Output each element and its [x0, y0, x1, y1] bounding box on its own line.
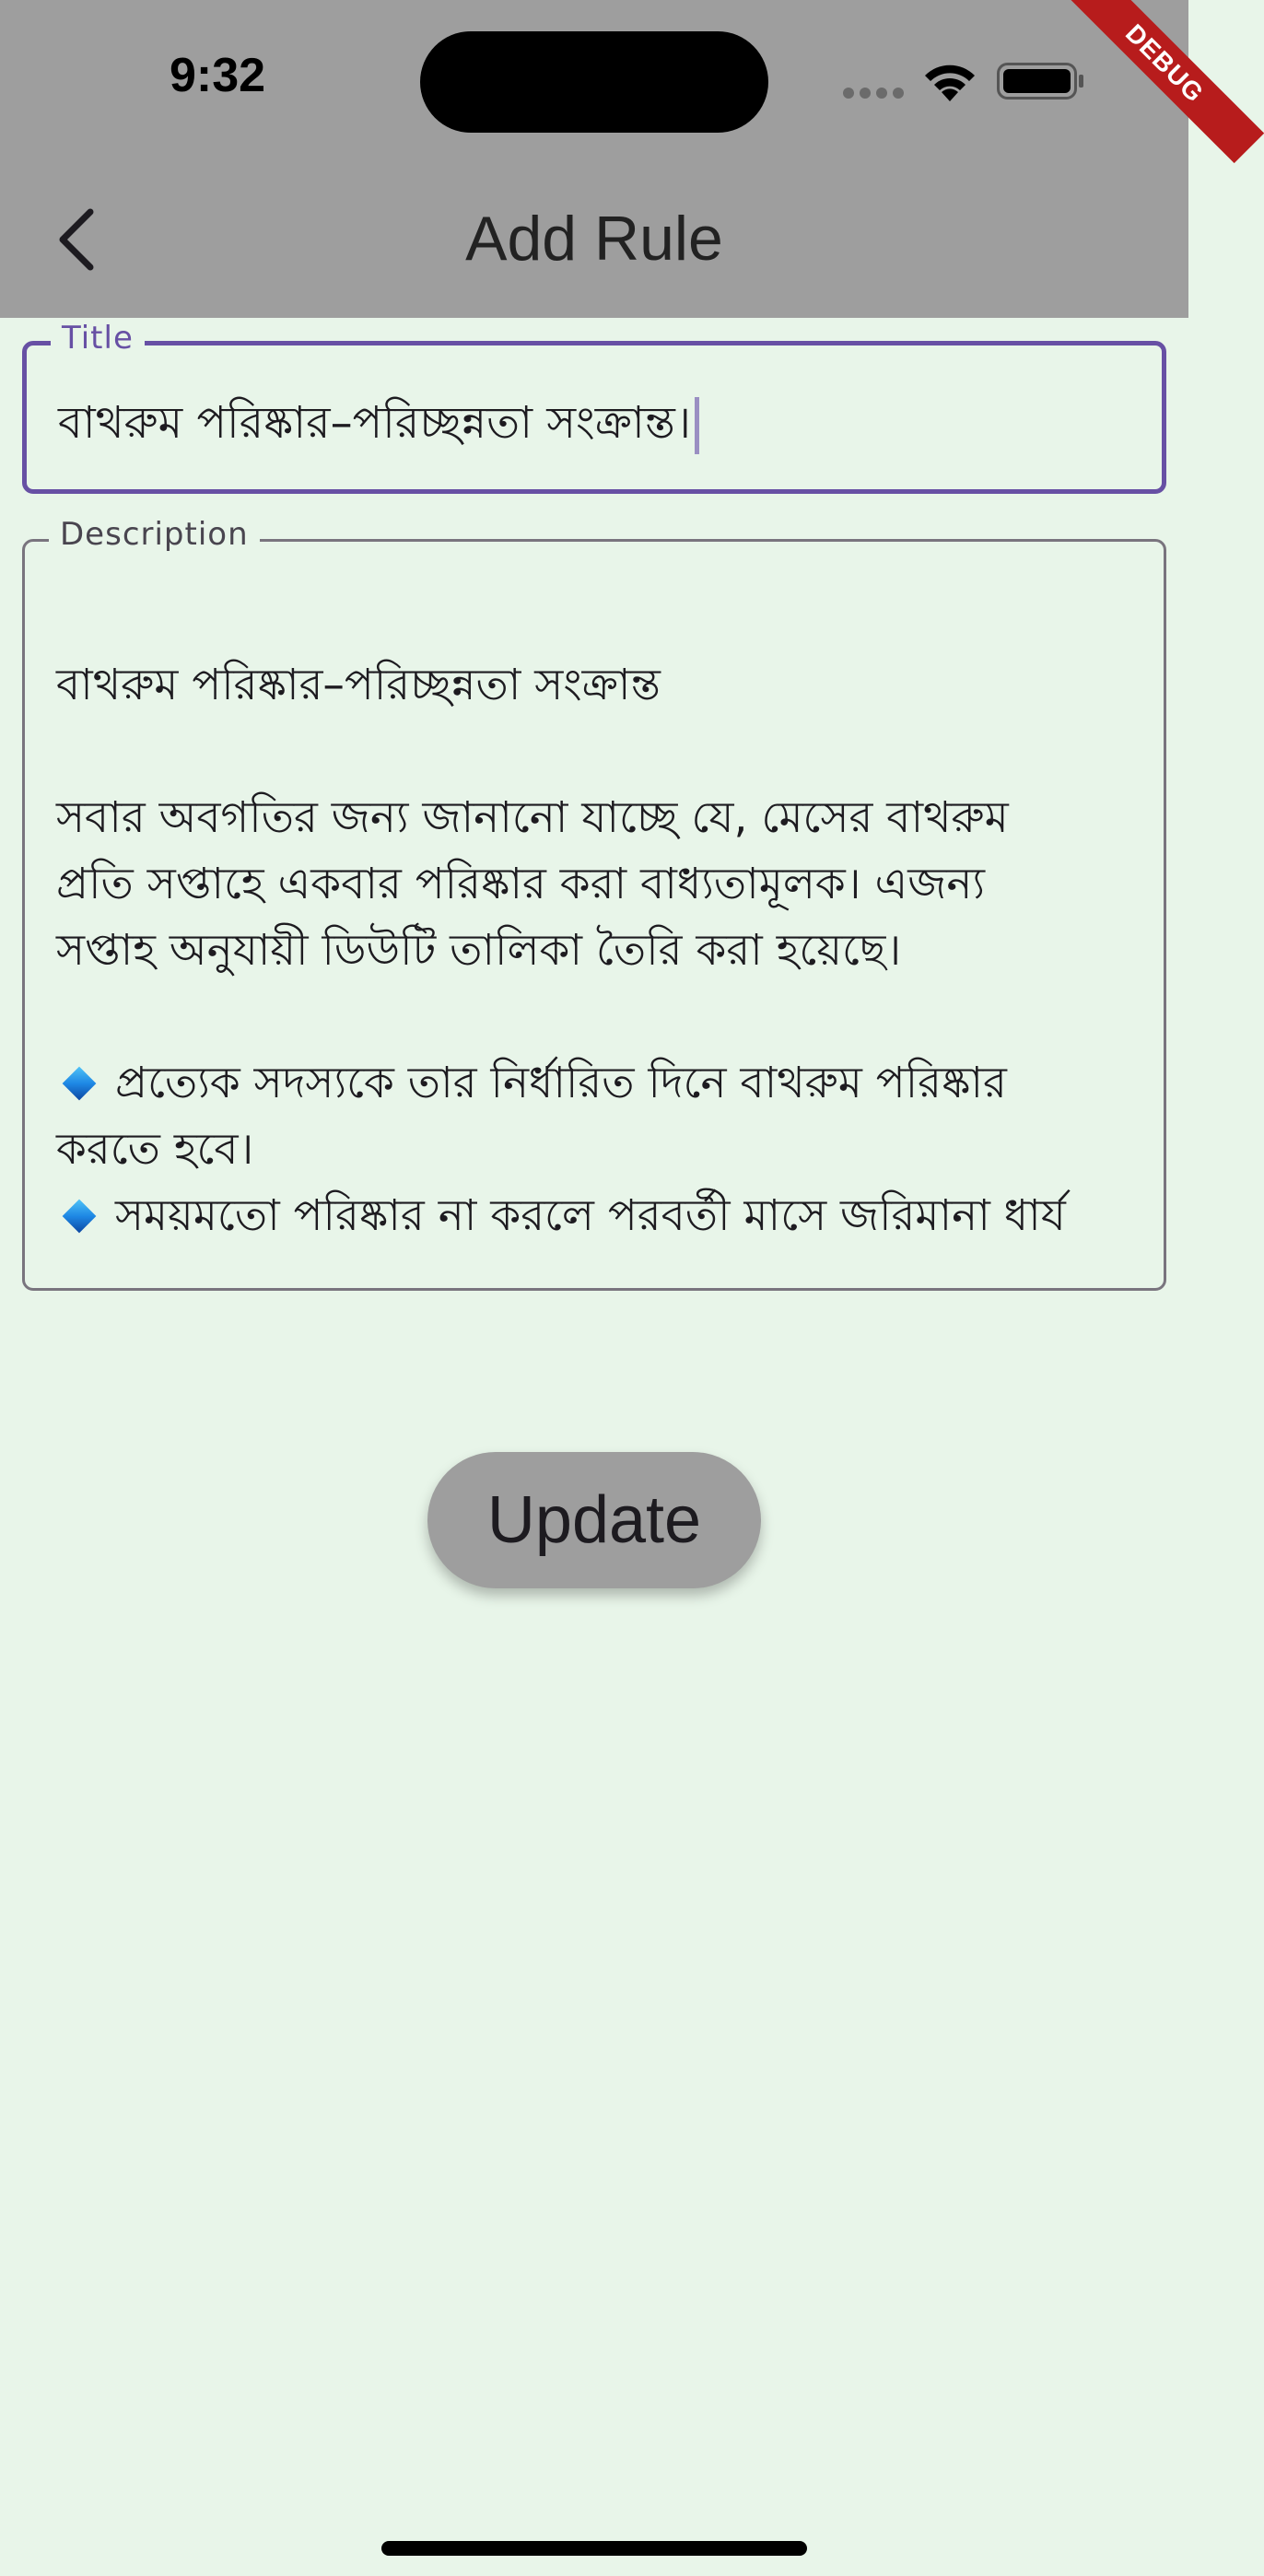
- text-cursor: [695, 397, 699, 454]
- blue-diamond-icon: [63, 1199, 97, 1233]
- page-title: Add Rule: [465, 204, 723, 274]
- description-line: প্রতি সপ্তাহে একবার পরিষ্কার করা বাধ্যতামূলক। এজন্য: [56, 859, 986, 909]
- update-button[interactable]: Update: [427, 1452, 761, 1588]
- title-field[interactable]: [22, 320, 1166, 494]
- description-line: বাথরুম পরিষ্কার–পরিচ্ছন্নতা সংক্রান্ত: [56, 660, 661, 710]
- description-line: সময়মতো পরিষ্কার না করলে পরবর্তী মাসে জরিমানা ধার্য: [115, 1190, 1066, 1241]
- home-indicator[interactable]: [381, 2541, 807, 2556]
- signal-dots-icon: [842, 87, 907, 100]
- description-line: করতে হবে।: [56, 1124, 254, 1175]
- title-input-value: বাথরুম পরিষ্কার–পরিচ্ছন্নতা সংক্রান্ত।: [58, 397, 692, 449]
- wifi-icon: [921, 61, 978, 103]
- dynamic-island: [420, 31, 768, 133]
- description-line: সপ্তাহ অনুযায়ী ডিউটি তালিকা তৈরি করা হয়েছে।: [56, 925, 902, 976]
- title-input[interactable]: [58, 390, 699, 463]
- title-field-label: Title: [51, 318, 145, 358]
- description-line: সবার অবগতির জন্য জানানো যাচ্ছে যে, মেসের বাথরুম: [56, 792, 1009, 843]
- description-input[interactable]: [56, 652, 1143, 1249]
- description-field[interactable]: [22, 516, 1166, 1291]
- battery-icon: [997, 63, 1085, 100]
- app-bar: [0, 0, 1210, 318]
- status-time: 9:32: [170, 49, 266, 102]
- description-field-label: Description: [49, 514, 260, 555]
- description-line: প্রত্যেক সদস্যকে তার নির্ধারিত দিনে বাথরুম পরিষ্কার: [115, 1058, 1007, 1108]
- blue-diamond-icon: [63, 1066, 97, 1100]
- debug-banner-label: DEBUG: [1065, 0, 1264, 163]
